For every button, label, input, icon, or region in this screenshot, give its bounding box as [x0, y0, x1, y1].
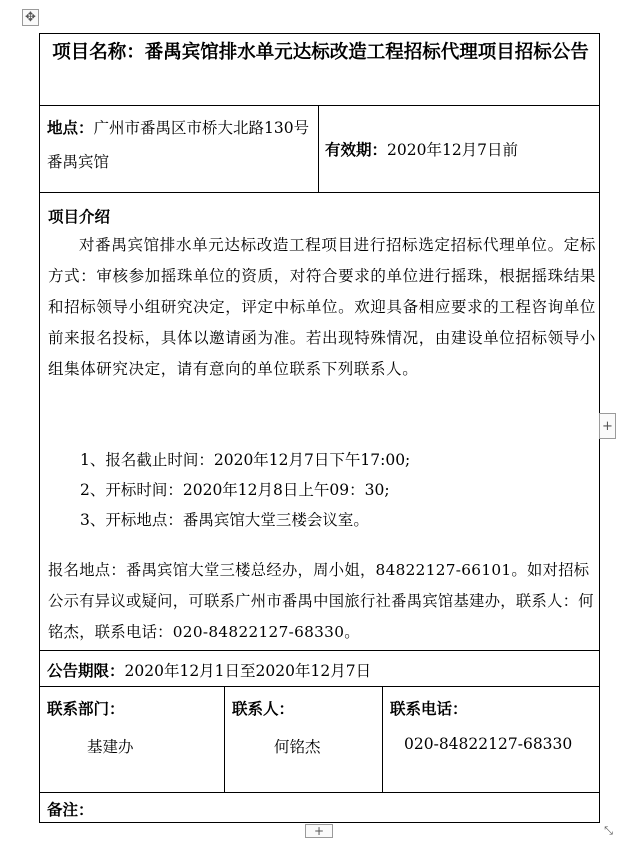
add-row-icon[interactable]: + [599, 413, 616, 439]
dept-cell [40, 687, 224, 792]
person-value: 何铭杰 [274, 738, 321, 756]
table-resize-icon[interactable]: ⤡ [604, 823, 613, 837]
list-item-deadline: 1、报名截止时间：2020年12月7日下午17:00; [80, 451, 411, 469]
location-label: 地点： [47, 118, 94, 137]
project-name-value: 番禺宾馆排水单元达标改造工程招标代理项目招标公告 [144, 42, 589, 63]
table-move-handle-icon[interactable]: ✥ [22, 9, 39, 26]
dept-label: 联系部门： [47, 699, 125, 718]
add-column-icon[interactable]: + [305, 824, 333, 838]
validity-label: 有效期： [325, 140, 388, 159]
registration-paragraph: 报名地点：番禺宾馆大堂三楼总经办，周小姐，84822127-66101。如对招标公示有异议或疑问，可联系广州市番禺中国旅行社番禺宾馆基建办，联系人：何铭杰，联系电话：020-84822127-68330。 [48, 561, 594, 641]
period-label: 公告期限： [47, 661, 125, 680]
notice-table [39, 33, 600, 823]
remark-row [40, 792, 599, 822]
intro-row [40, 192, 599, 650]
project-title [48, 37, 593, 69]
location-value: 广州市番禺区市桥大北路130号番禺宾馆 [47, 119, 310, 171]
phone-cell [382, 687, 599, 792]
validity-value: 2020年12月7日前 [387, 141, 519, 159]
contact-row [40, 686, 599, 792]
list-item-opening-place: 3、开标地点：番禺宾馆大堂三楼会议室。 [80, 511, 369, 529]
person-label: 联系人： [232, 699, 295, 718]
phone-label: 联系电话： [390, 699, 468, 718]
title-row [40, 34, 599, 105]
remark-label: 备注： [47, 800, 94, 819]
phone-value: 020-84822127-68330 [404, 735, 573, 753]
dept-value: 基建办 [87, 738, 134, 756]
location-row [40, 105, 599, 192]
intro-heading: 项目介绍 [48, 207, 111, 226]
intro-paragraph: 对番禺宾馆排水单元达标改造工程项目进行招标选定招标代理单位。定标方式：审核参加摇珠单位的资质，对符合要求的单位进行摇珠，根据摇珠结果和招标领导小组研究决定，评定中标单位。欢迎具备相应要求的工程咨询单位前来报名投标，具体以邀请函为准。若出现特殊情况，由建设单位招标领导小组集体研究决定，请有意向的单位联系下列联系人。 [48, 236, 596, 378]
period-row [40, 650, 599, 686]
period-value: 2020年12月1日至2020年12月7日 [124, 662, 372, 680]
location-cell [40, 106, 318, 192]
person-cell [224, 687, 382, 792]
list-item-opening-time: 2、开标时间：2020年12月8日上午09：30; [80, 481, 390, 499]
validity-cell [318, 106, 599, 192]
project-name-label: 项目名称： [52, 42, 145, 63]
